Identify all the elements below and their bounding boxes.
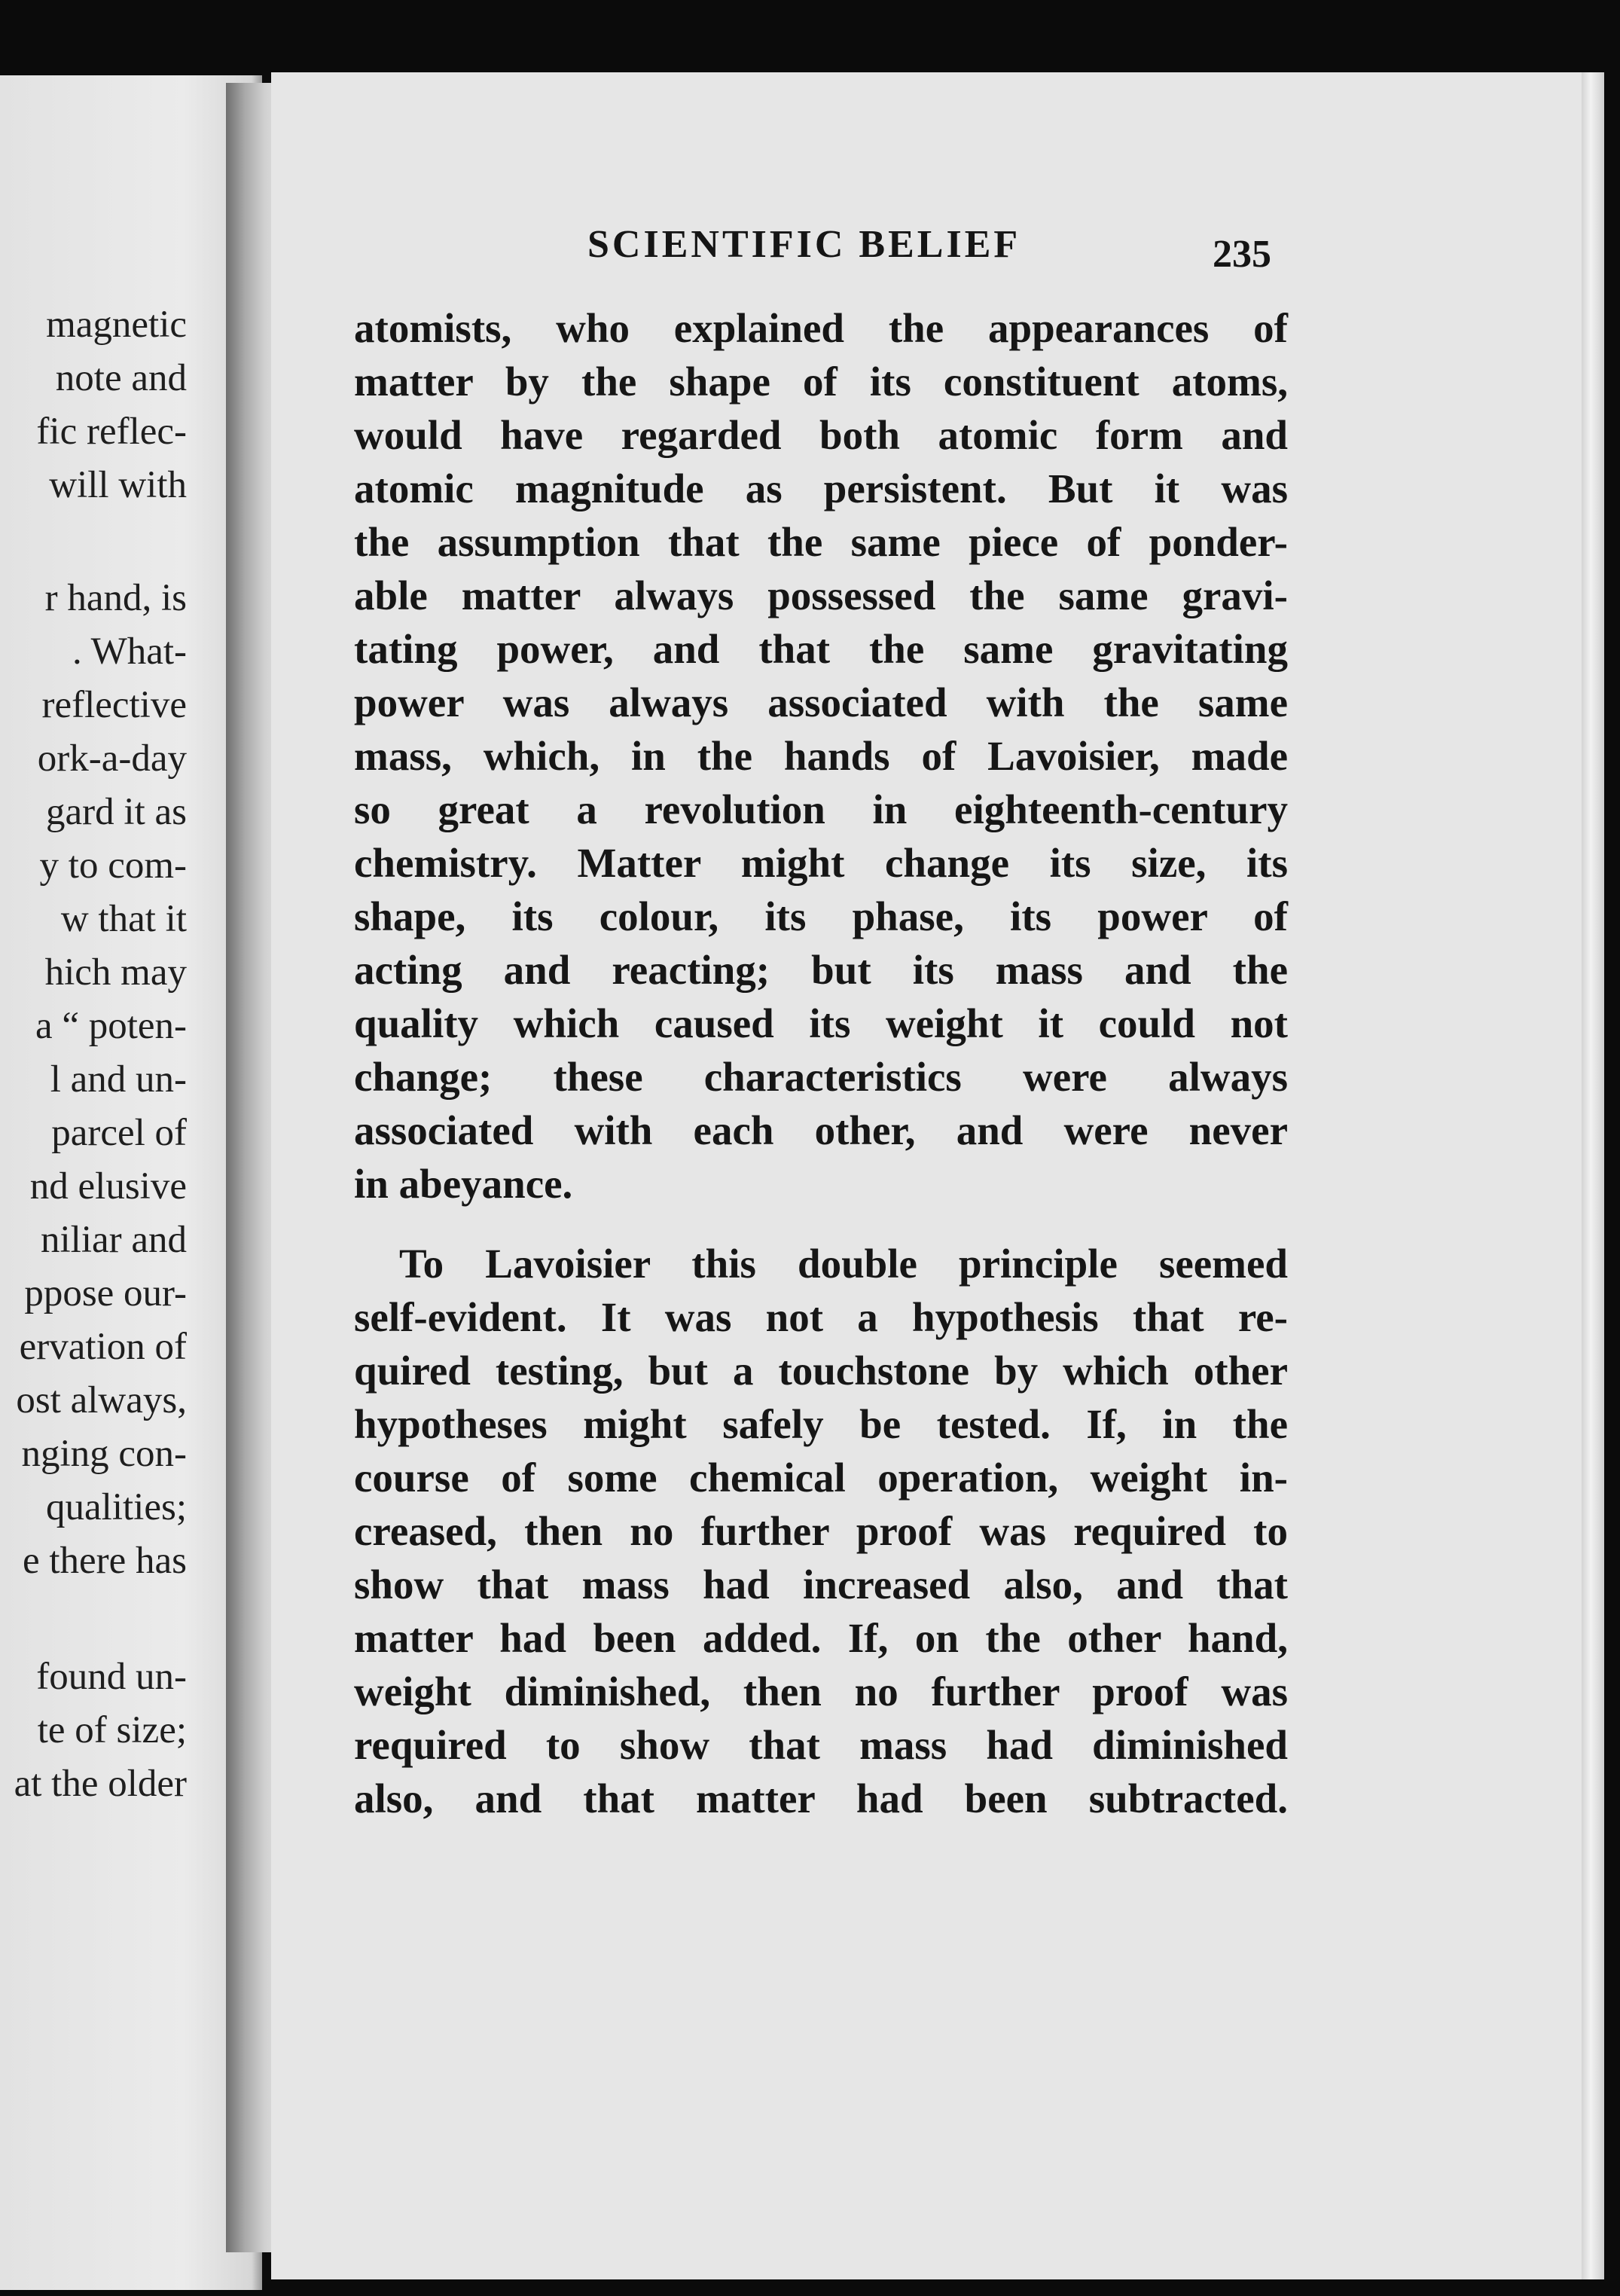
text-line: mass, which, in the hands of Lavoisier, made bbox=[354, 733, 1288, 779]
left-page-line: . What- bbox=[72, 630, 187, 673]
text-line: power was always associated with the same bbox=[354, 679, 1288, 725]
text-line: creased, then no further proof was required to bbox=[354, 1508, 1288, 1554]
text-line: the assumption that the same piece of ponder- bbox=[354, 519, 1288, 565]
left-page-line: will with bbox=[49, 464, 187, 506]
text-line: also, and that matter had been subtracted. bbox=[354, 1775, 1288, 1821]
left-page-line: reflective bbox=[41, 684, 187, 726]
left-page-line: note and bbox=[55, 357, 187, 399]
text-line: chemistry. Matter might change its size, its bbox=[354, 840, 1288, 886]
text-line: acting and reacting; but its mass and the bbox=[354, 947, 1288, 993]
text-line: atomic magnitude as persistent. But it was bbox=[354, 466, 1288, 511]
left-page-line: fic reflec- bbox=[36, 411, 187, 453]
text-line: quired testing, but a touchstone by which other bbox=[354, 1348, 1288, 1394]
text-line: To Lavoisier this double principle seemed bbox=[399, 1241, 1288, 1287]
text-line: quality which caused its weight it could not bbox=[354, 1000, 1288, 1046]
left-page-line: ervation of bbox=[19, 1326, 187, 1368]
text-line: weight diminished, then no further proof was bbox=[354, 1669, 1288, 1714]
left-page-line: y to com- bbox=[39, 844, 187, 887]
text-line: would have regarded both atomic form and bbox=[354, 412, 1288, 458]
left-page-line: ost always, bbox=[16, 1379, 187, 1421]
left-page-line: nging con- bbox=[21, 1433, 187, 1475]
left-page-line: found un- bbox=[36, 1656, 187, 1698]
left-page-line: ork-a-day bbox=[37, 737, 187, 780]
text-line: shape, its colour, its phase, its power of bbox=[354, 893, 1288, 939]
left-page-line: a “ poten- bbox=[35, 1005, 187, 1047]
left-page-line: te of size; bbox=[37, 1709, 187, 1751]
text-line: associated with each other, and were never bbox=[354, 1107, 1288, 1153]
left-page-line: parcel of bbox=[51, 1112, 187, 1154]
left-page-line: nd elusive bbox=[29, 1165, 187, 1208]
text-line: course of some chemical operation, weight in- bbox=[354, 1455, 1288, 1501]
left-page-line: e there has bbox=[22, 1540, 187, 1582]
running-head: SCIENTIFIC BELIEF bbox=[587, 223, 1021, 266]
text-line: atomists, who explained the appearances of bbox=[354, 305, 1288, 351]
left-page-line: r hand, is bbox=[44, 577, 187, 619]
text-line: tating power, and that the same gravitating bbox=[354, 626, 1288, 672]
page-edge bbox=[1582, 72, 1604, 2279]
page-number: 235 bbox=[1213, 233, 1271, 276]
text-line: so great a revolution in eighteenth-century bbox=[354, 786, 1288, 832]
left-page-line: at the older bbox=[14, 1763, 187, 1805]
left-page-line: ppose our- bbox=[24, 1272, 187, 1314]
text-line: required to show that mass had diminished bbox=[354, 1722, 1288, 1768]
text-line: matter by the shape of its constituent atoms, bbox=[354, 359, 1288, 405]
text-line: able matter always possessed the same gravi- bbox=[354, 572, 1288, 618]
left-page-line: w that it bbox=[60, 898, 187, 940]
left-page-line: hich may bbox=[44, 951, 187, 994]
text-line: self-evident. It was not a hypothesis that re- bbox=[354, 1294, 1288, 1340]
text-line: matter had been added. If, on the other hand, bbox=[354, 1615, 1288, 1661]
left-page-line: gard it as bbox=[46, 791, 187, 833]
text-line: change; these characteristics were always bbox=[354, 1054, 1288, 1100]
left-page-line: l and un- bbox=[50, 1058, 187, 1101]
text-line: hypotheses might safely be tested. If, in the bbox=[354, 1401, 1288, 1447]
text-line: show that mass had increased also, and that bbox=[354, 1562, 1288, 1608]
text-line: in abeyance. bbox=[354, 1161, 573, 1207]
left-page-line: niliar and bbox=[40, 1219, 187, 1261]
left-page bbox=[0, 75, 262, 2290]
left-page-line: qualities; bbox=[46, 1486, 187, 1528]
left-page-line: magnetic bbox=[46, 304, 187, 346]
